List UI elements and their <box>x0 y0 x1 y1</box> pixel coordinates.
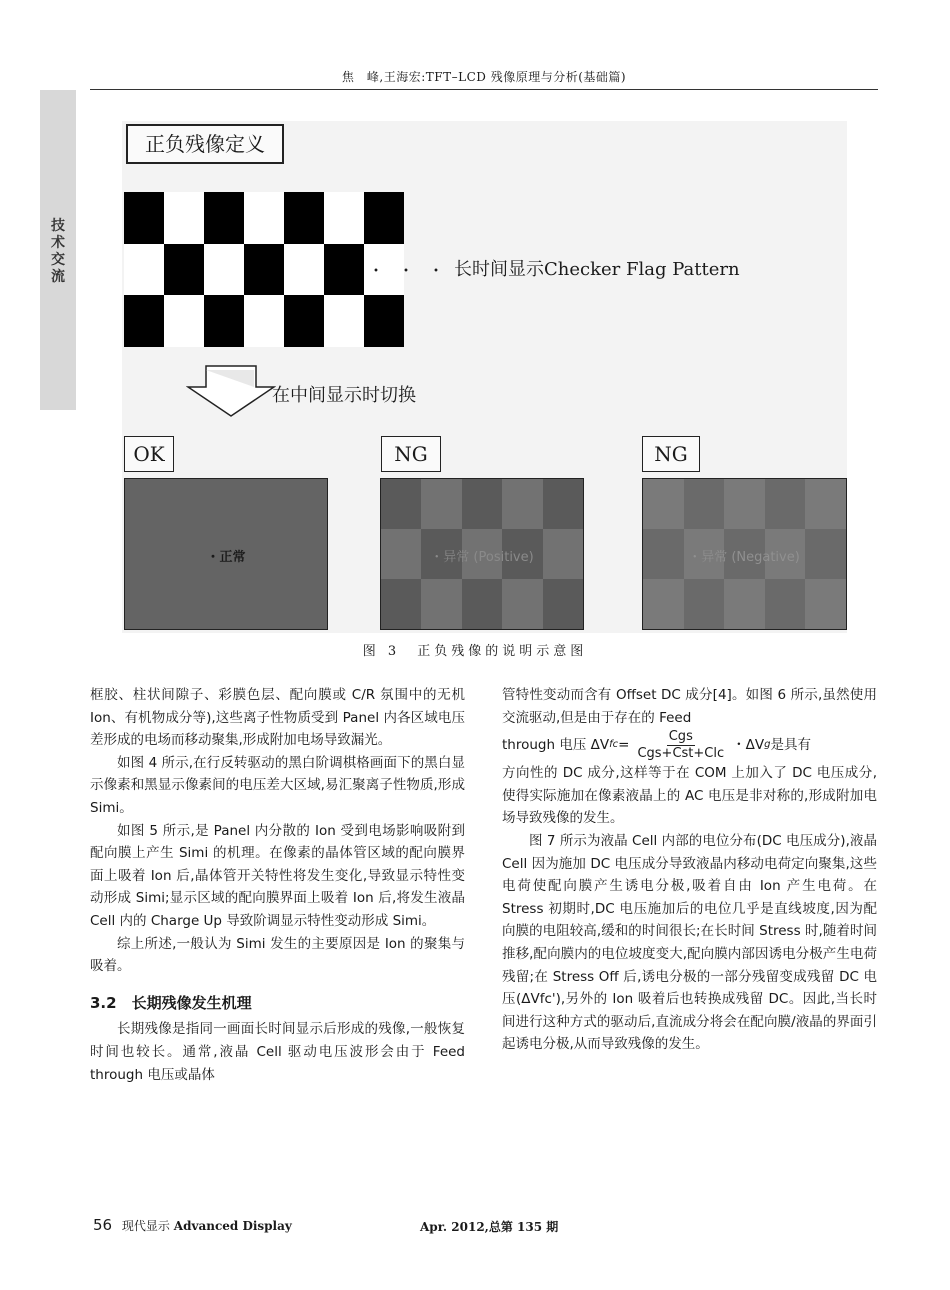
checker-cell <box>244 244 284 296</box>
checker-cell <box>284 244 324 296</box>
panel-cell <box>421 479 461 529</box>
panel-cell <box>684 479 725 529</box>
section-side-tab <box>40 90 76 410</box>
panel-cell <box>502 579 542 629</box>
paragraph: 框胶、柱状间隙子、彩膜色层、配向膜或 C/R 氛围中的无机 Ion、有机物成分等),这些离子性物质受到 Panel 内各区域电压差形成的电场而移动聚集,形成附加电场导致漏光。 <box>90 687 465 749</box>
checker-cell <box>204 244 244 296</box>
down-arrow-icon <box>186 365 276 417</box>
panel-cell <box>462 579 502 629</box>
figure-caption: 图 3 正负残像的说明示意图 <box>362 644 588 659</box>
panel-cell <box>805 479 846 529</box>
panel-label-ok: OK <box>124 436 174 472</box>
checker-cell <box>124 244 164 296</box>
panel-cell <box>643 479 684 529</box>
panel-cell <box>381 479 421 529</box>
checker-cell <box>244 192 284 244</box>
checker-cell <box>324 192 364 244</box>
paragraph: 长期残像是指同一画面长时间显示后形成的残像,一般恢复时间也较长。通常,液晶 Cell 驱动电压波形会由于 Feed through 电压或晶体 <box>90 1021 465 1083</box>
formula-numerator: Cgs <box>668 729 693 745</box>
panel-cell <box>502 479 542 529</box>
panel-cell <box>765 479 806 529</box>
formula-factor: ・ΔV <box>732 737 765 754</box>
header-rule <box>90 89 878 90</box>
checker-cell <box>364 295 404 347</box>
checker-cell <box>124 295 164 347</box>
feedthrough-formula <box>502 729 877 762</box>
formula-prefix: through 电压 ΔV <box>502 737 610 754</box>
checker-cell <box>204 295 244 347</box>
page-footer <box>93 1216 292 1234</box>
figure-title-box: 正负残像定义 <box>126 124 284 164</box>
panel-cell <box>724 579 765 629</box>
side-tab-label: 技术交流 <box>51 218 65 285</box>
ellipsis-dots: ・・・ <box>368 261 459 280</box>
paragraph: 图 7 所示为液晶 Cell 内部的电位分布(DC 电压成分),液晶 Cell 因为施加 DC 电压成分导致液晶内移动电荷定向聚集,这些电荷使配向膜产生诱电分极,吸着自由 Ion 产生电荷。在 Stress 初期时,DC 电压施加后的电位几乎是直线坡度,因为配向膜的电阻较高,缓和的时间很长;在长时间 Stress 时,随着时间推移,配向膜内的电位坡度变大,配向膜内部因诱电分极产生电荷残留;在 Stress Off 后,诱电分极的一部分残留变成残留 DC 电压(ΔVfc'),另外的 Ion 吸着后也转换成残留 DC。因此,当长时间进行这种方式的驱动后,直流成分将会在配向膜/液晶的界面引起诱电分极,从而导致残像的发生。 <box>502 832 877 1053</box>
panel-negative-text: ・异常 (Negative) <box>688 550 800 565</box>
panel-label-ng-positive: NG <box>381 436 441 472</box>
paragraph: 管特性变动而含有 Offset DC 成分[4]。如图 6 所示,虽然使用交流驱动,但是由于存在的 Feed <box>502 687 877 726</box>
left-column <box>90 684 465 1086</box>
panel-cell <box>643 579 684 629</box>
checker-cell <box>324 244 364 296</box>
panel-label-ng-negative: NG <box>642 436 700 472</box>
figure-3 <box>122 121 847 633</box>
checker-cell <box>284 295 324 347</box>
panel-cell <box>543 579 583 629</box>
formula-equals: = <box>618 737 630 754</box>
checker-cell <box>124 192 164 244</box>
panel-cell <box>724 479 765 529</box>
checker-flag-pattern <box>124 192 404 347</box>
page-number: 56 <box>93 1216 113 1234</box>
running-head: 焦 峰,王海宏:TFT–LCD 残像原理与分析(基础篇) <box>341 70 627 84</box>
journal-name-cn: 现代显示 <box>121 1219 170 1233</box>
paragraph: 如图 5 所示,是 Panel 内分散的 Ion 受到电场影响吸附到配向膜上产生 Simi 的机理。在像素的晶体管区域的配向膜界面上吸着 Ion 后,晶体管开关特性将发生变化,导致显示特性变动形成 Simi;显示区域的配向膜界面上吸着 Ion 后,将发生液晶 Cell 内的 Charge Up 导致阶调显示特性变动形成 Simi。 <box>90 822 465 929</box>
panel-ok-text: ・正常 <box>206 550 246 565</box>
formula-tail: 是具有 <box>770 737 811 754</box>
panel-cell <box>684 579 725 629</box>
paragraph: 方向性的 DC 成分,这样等于在 COM 上加入了 DC 电压成分,使得实际施加在像素液晶上的 AC 电压是非对称的,形成附加电场导致残像的发生。 <box>502 765 877 827</box>
pattern-caption: 长时间显示Checker Flag Pattern <box>454 259 740 280</box>
checker-cell <box>284 192 324 244</box>
checker-cell <box>324 295 364 347</box>
section-heading: 3.2 长期残像发生机理 <box>90 993 252 1012</box>
checker-cell <box>204 192 244 244</box>
panel-cell <box>805 579 846 629</box>
paragraph: 如图 4 所示,在行反转驱动的黑白阶调棋格画面下的黑白显示像素和黑显示像素间的电压差大区域,易汇聚离子性物质,形成 Simi。 <box>90 754 465 816</box>
panel-positive-text: ・异常 (Positive) <box>430 550 534 565</box>
switch-caption: 在中间显示时切换 <box>272 385 416 406</box>
paragraph: 综上所述,一般认为 Simi 发生的主要原因是 Ion 的聚集与吸着。 <box>90 935 465 975</box>
issue-info: Apr. 2012,总第 135 期 <box>420 1220 559 1234</box>
panel-cell <box>462 479 502 529</box>
right-column <box>502 684 877 1056</box>
checker-cell <box>364 192 404 244</box>
checker-cell <box>164 295 204 347</box>
formula-denominator: Cgs+Cst+Clc <box>637 746 725 762</box>
journal-name-en: Advanced Display <box>173 1219 292 1233</box>
panel-cell <box>381 579 421 629</box>
panel-cell <box>421 579 461 629</box>
checker-cell <box>244 295 284 347</box>
formula-fraction <box>635 729 726 762</box>
panel-cell <box>765 579 806 629</box>
formula-subscript: fc <box>609 739 619 751</box>
formula-factor-subscript: g <box>764 739 771 751</box>
checker-cell <box>164 192 204 244</box>
checker-cell <box>164 244 204 296</box>
panel-cell <box>543 479 583 529</box>
